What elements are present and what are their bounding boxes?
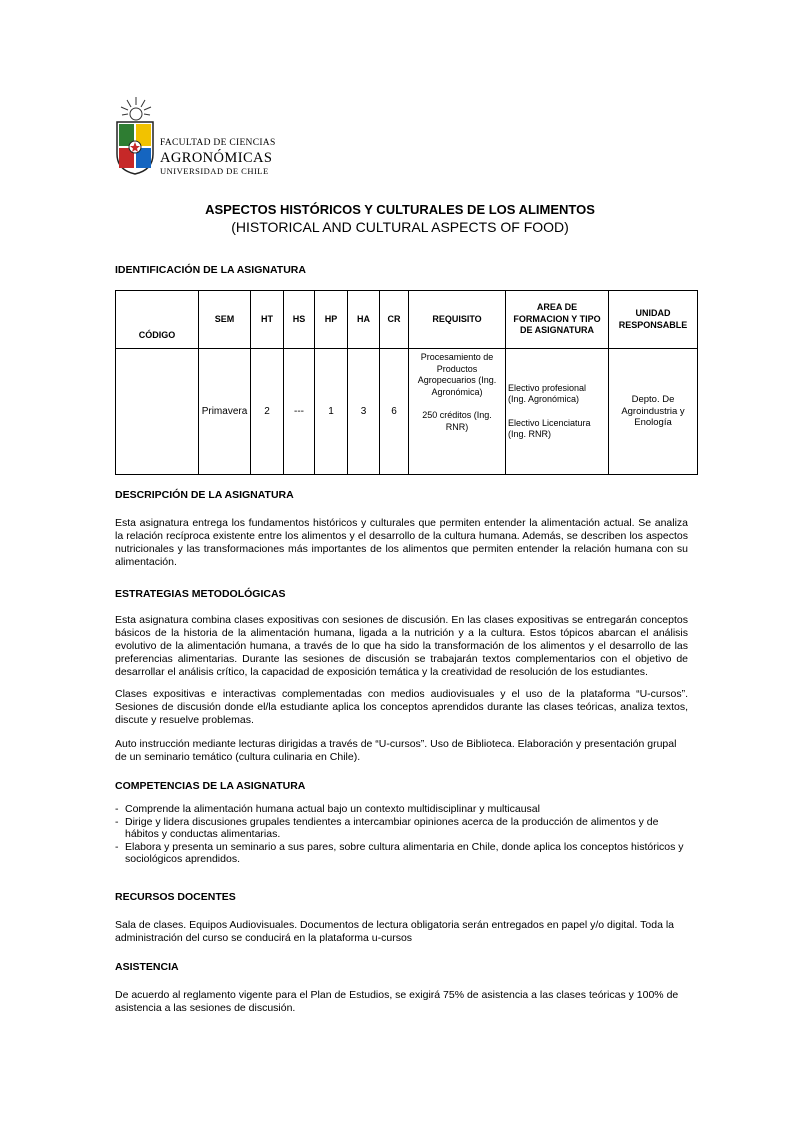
estrategias-paragraph-1: Esta asignatura combina clases expositivas con sesiones de discusión. En las clases expositivas se entregarán conceptos básicos de la historia de la alimentación humana, ligada a la nutrición y a la cultura. Estos tópicos abarcan el análisis evolutivo de la alimentación humana, a través de lo que ha sido la transformación de los alimentos y el desarrollo de las preferencias alimentarias. Durante las sesiones de discusión se trabajarán textos complementarios con el objetivo de desarrollar el análisis crítico, la capacidad de exposición temática y la creatividad de resolución de los estudiantes. [115,614,688,678]
recursos-text: Sala de clases. Equipos Audiovisuales. Documentos de lectura obligatoria serán entregados en papel y/o digital. Toda la administración del curso se conducirá en la plataforma u-cursos [115,919,674,944]
header-requisito: REQUISITO [409,291,506,349]
estrategias-paragraph-3: Auto instrucción mediante lecturas dirigidas a través de “U-cursos”. Uso de Biblioteca. Elaboración y presentación grupal de un seminario temático (cultura culinaria en Chile). [115,738,677,763]
list-item: - Comprende la alimentación humana actual bajo un contexto multidisciplinar y multicausal [115,803,695,816]
requisito-line-2: 250 créditos (Ing. RNR) [422,410,492,432]
cell-unidad: Depto. De Agroindustria y Enología [609,349,698,475]
area-line-2: Electivo Licenciatura (Ing. RNR) [508,417,591,439]
identificacion-heading: IDENTIFICACIÓN DE LA ASIGNATURA [115,264,306,276]
cell-cr: 6 [380,349,409,475]
faculty-logo [115,95,276,185]
table-header-row [116,291,698,349]
cell-ht: 2 [251,349,284,475]
requisito-line-1: Procesamiento de Productos Agropecuarios (Ing. Agronómica) [417,352,497,397]
sun-emblem-icon [119,95,153,123]
logo-line-agronomicas: AGRONÓMICAS [160,149,273,166]
header-cr: CR [380,291,409,349]
logo-line-university: UNIVERSIDAD DE CHILE [160,166,269,176]
estrategias-heading: ESTRATEGIAS METODOLÓGICAS [115,588,286,600]
list-item: - Dirige y lidera discusiones grupales tendientes a intercambiar opiniones acerca de la producción de alimentos y de hábitos y conductas alimentarias. [115,816,695,841]
logo-line-faculty: FACULTAD DE CIENCIAS [160,138,276,148]
header-codigo: CÓDIGO [116,291,199,349]
recursos-heading: RECURSOS DOCENTES [115,891,236,903]
table-row [116,349,698,475]
cell-hs: --- [284,349,315,475]
descripcion-text: Esta asignatura entrega los fundamentos históricos y culturales que permiten entender la alimentación actual. Se analiza la relación recíproca existente entre los alimentos y el desarrollo de la cultura humana. Además, se describen los aspectos nutricionales y las transformaciones más importantes de los alimentos que permiten entender la relación humana con su alimentación. [115,517,688,568]
area-line-1: Electivo profesional (Ing. Agronómica) [508,382,587,404]
header-hp: HP [315,291,348,349]
cell-sem: Primavera [199,349,251,475]
header-area: AREA DE FORMACION Y TIPO DE ASIGNATURA [506,291,609,349]
university-crest-icon [115,120,155,176]
cell-hp: 1 [315,349,348,475]
header-hs: HS [284,291,315,349]
cell-ha: 3 [348,349,380,475]
asistencia-text: De acuerdo al reglamento vigente para el Plan de Estudios, se exigirá 75% de asistencia a las clases teóricas y 100% de asistencia a las sesiones de discusión. [115,989,679,1014]
cell-codigo [116,349,199,475]
cell-requisito [409,349,506,475]
descripcion-heading: DESCRIPCIÓN DE LA ASIGNATURA [115,489,294,501]
competencias-heading: COMPETENCIAS DE LA ASIGNATURA [115,780,306,792]
list-item: - Elabora y presenta un seminario a sus pares, sobre cultura alimentaria en Chile, donde aplica los conceptos históricos y sociológicos aprendidos. [115,841,695,866]
header-unidad: UNIDAD RESPONSABLE [609,291,698,349]
header-ha: HA [348,291,380,349]
estrategias-paragraph-2: Clases expositivas e interactivas complementadas con medios audiovisuales y el uso de la plataforma “U-cursos”. Sesiones de discusión donde el/la estudiante aplica los conceptos aprendidos durante las clases teóricas, analiza textos, discute y resuelve problemas. [115,688,688,726]
cell-area [506,349,609,475]
asistencia-heading: ASISTENCIA [115,961,179,973]
header-sem: SEM [199,291,251,349]
document-subtitle: (HISTORICAL AND CULTURAL ASPECTS OF FOOD) [231,219,569,235]
header-ht: HT [251,291,284,349]
competencias-list [115,803,695,866]
identification-table [115,290,698,475]
document-title: ASPECTOS HISTÓRICOS Y CULTURALES DE LOS ALIMENTOS [205,202,595,217]
